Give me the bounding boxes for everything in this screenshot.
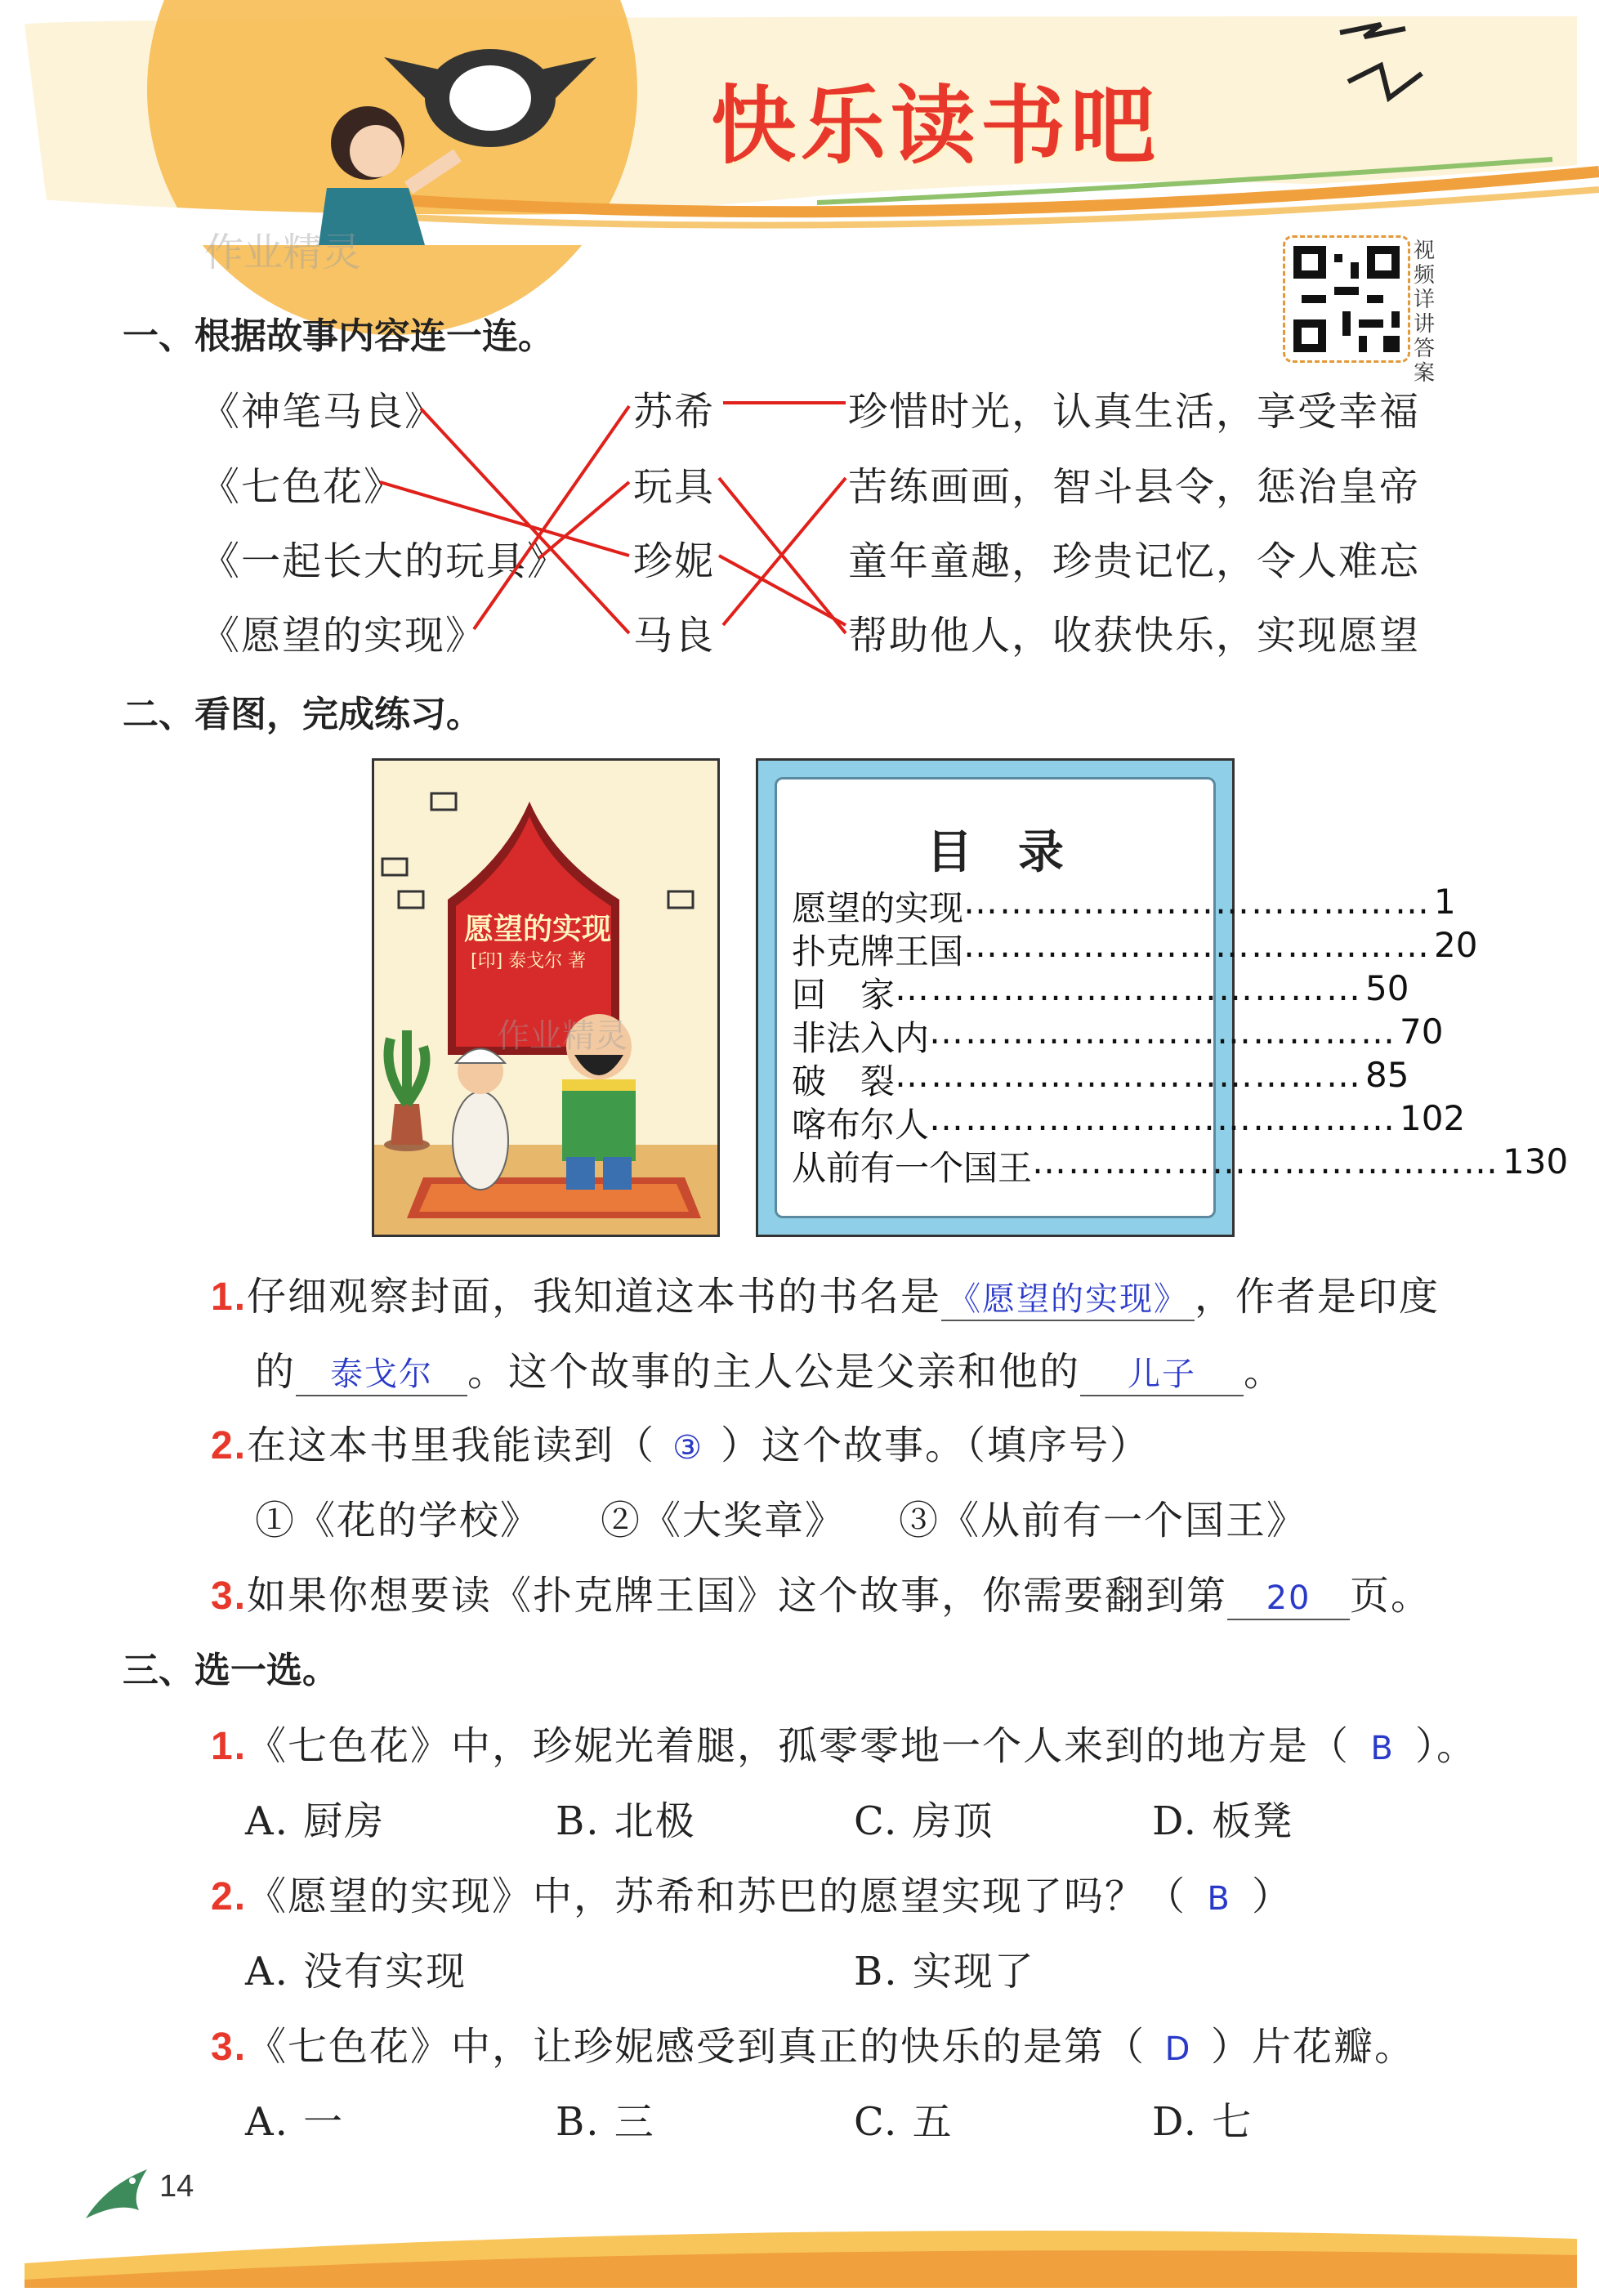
toc-entry[interactable]: 愿望的实现 ………………………………… 1 xyxy=(792,882,1456,928)
book-item[interactable]: 《愿望的实现》 xyxy=(200,613,487,659)
option-item[interactable]: A. 没有实现 xyxy=(245,1949,467,1994)
toc-entry[interactable]: 破 裂 ………………………………… 85 xyxy=(792,1055,1409,1101)
toc-entry[interactable]: 回 家 ………………………………… 50 xyxy=(792,968,1409,1015)
answer-son[interactable]: 儿子 xyxy=(1128,1356,1197,1393)
toc-entry[interactable]: 扑克牌王国 ………………………………… 20 xyxy=(792,925,1478,972)
option-item[interactable]: A. 一 xyxy=(245,2099,345,2145)
answer-choice[interactable]: B xyxy=(1207,1880,1231,1918)
match-line xyxy=(539,482,629,558)
option-item[interactable]: C. 房顶 xyxy=(854,1798,994,1844)
question-number: 1. xyxy=(211,1275,248,1319)
book-cover-illustration xyxy=(372,758,720,1237)
match-line xyxy=(421,409,629,633)
watermark: 作业精灵 xyxy=(204,230,362,275)
question-3-3: 3.《七色花》中，让珍妮感受到真正的快乐的是第（ D ）片花瓣。 xyxy=(211,2024,1416,2070)
question-number: 2. xyxy=(211,1875,248,1919)
match-line xyxy=(380,482,629,556)
answer-book-title[interactable]: 《愿望的实现》 xyxy=(948,1280,1189,1318)
option-item[interactable]: B. 三 xyxy=(556,2099,655,2145)
theme-item[interactable]: 帮助他人，收获快乐，实现愿望 xyxy=(848,613,1421,659)
question-2-3: 3.如果你想要读《扑克牌王国》这个故事，你需要翻到第 20 页。 xyxy=(211,1573,1432,1619)
option-item[interactable]: A. 厨房 xyxy=(245,1798,386,1844)
question-number: 3. xyxy=(211,1575,248,1618)
option-item[interactable]: D. 板凳 xyxy=(1152,1798,1294,1844)
question-2-2: 2.在这本书里我能读到（ ③ ）这个故事。（填序号） xyxy=(211,1423,1151,1468)
answer-choice[interactable]: D xyxy=(1164,2030,1192,2068)
section3-heading: 三、选一选。 xyxy=(123,1650,338,1691)
toc-entry[interactable]: 喀布尔人 ………………………………… 102 xyxy=(792,1098,1466,1145)
question-2-1-cont: 的 泰戈尔 。这个故事的主人公是父亲和他的 儿子 。 xyxy=(255,1349,1285,1395)
cover-watermark: 作业精灵 xyxy=(497,1017,628,1055)
answer-page[interactable]: 20 xyxy=(1266,1579,1311,1617)
section2-heading: 二、看图，完成练习。 xyxy=(123,694,482,735)
option-item[interactable]: D. 七 xyxy=(1152,2099,1253,2145)
question-number: 2. xyxy=(211,1424,248,1467)
question-2-1: 1.仔细观察封面，我知道这本书的书名是 《愿望的实现》 ，作者是印度 xyxy=(211,1274,1440,1320)
theme-item[interactable]: 苦练画画，智斗县令，惩治皇帝 xyxy=(848,464,1421,510)
option-item[interactable]: B. 北极 xyxy=(556,1798,696,1844)
toc-entry[interactable]: 非法入内 ………………………………… 70 xyxy=(792,1012,1444,1058)
page-title: 快乐读书吧 xyxy=(711,76,1161,176)
answer-author[interactable]: 泰戈尔 xyxy=(330,1356,434,1393)
match-line xyxy=(723,478,846,625)
question-number: 1. xyxy=(211,1725,248,1768)
section1-heading: 一、根据故事内容连一连。 xyxy=(123,315,554,357)
character-item[interactable]: 玩具 xyxy=(633,464,716,510)
book-item[interactable]: 《一起长大的玩具》 xyxy=(200,538,569,584)
toc-title: 目 录 xyxy=(927,826,1064,879)
question-3-1: 1.《七色花》中，珍妮光着腿，孤零零地一个人来到的地方是（ B ）。 xyxy=(211,1723,1478,1769)
cover-book-title: 愿望的实现 xyxy=(464,913,612,946)
answer-choice[interactable]: B xyxy=(1370,1730,1395,1767)
option-item[interactable]: ①《花的学校》 xyxy=(255,1498,542,1543)
page-number: 14 xyxy=(159,2169,194,2204)
theme-item[interactable]: 珍惜时光，认真生活，享受幸福 xyxy=(848,389,1421,435)
question-number: 3. xyxy=(211,2026,248,2069)
cover-author: [印] 泰戈尔 著 xyxy=(471,951,587,972)
book-item[interactable]: 《神笔马良》 xyxy=(200,389,446,435)
character-item[interactable]: 苏希 xyxy=(633,389,716,435)
option-item[interactable]: ②《大奖章》 xyxy=(601,1498,846,1543)
character-item[interactable]: 马良 xyxy=(633,613,716,659)
question-3-2: 2.《愿望的实现》中，苏希和苏巴的愿望实现了吗？（ B ） xyxy=(211,1874,1293,1919)
character-item[interactable]: 珍妮 xyxy=(633,538,716,584)
option-item[interactable]: B. 实现了 xyxy=(854,1949,1035,1994)
qr-label: 视频详讲答案 xyxy=(1414,239,1436,386)
option-item[interactable]: C. 五 xyxy=(854,2099,954,2145)
table-of-contents xyxy=(756,758,1569,1237)
book-item[interactable]: 《七色花》 xyxy=(200,464,405,510)
toc-entry[interactable]: 从前有一个国王 ………………………………… 130 xyxy=(792,1141,1569,1188)
answer-choice[interactable]: ③ xyxy=(672,1429,703,1467)
option-item[interactable]: ③《从前有一个国王》 xyxy=(899,1498,1308,1543)
footer-band xyxy=(0,2206,1599,2296)
match-line xyxy=(719,556,846,625)
matching-lines xyxy=(0,0,1599,670)
theme-item[interactable]: 童年童趣，珍贵记忆，令人难忘 xyxy=(848,538,1421,584)
